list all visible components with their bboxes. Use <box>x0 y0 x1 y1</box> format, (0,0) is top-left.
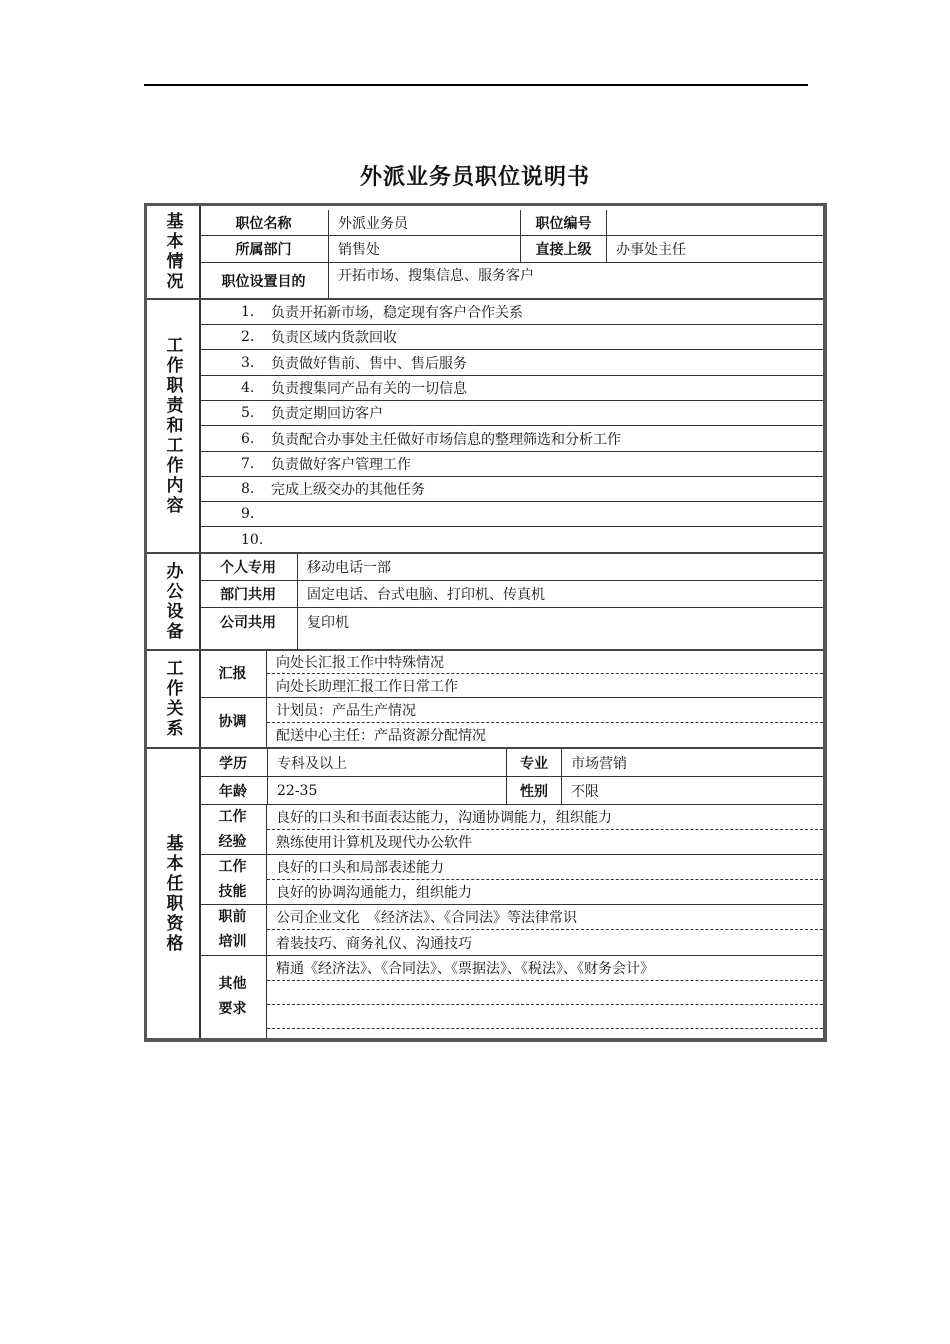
label-equipment-personal: 个人专用 <box>220 560 276 576</box>
duty-row: 3. 负责做好售前、售中、售后服务 <box>199 350 823 376</box>
label-major: 专业 <box>506 749 561 776</box>
value-position-no <box>606 210 823 235</box>
label-position-no: 职位编号 <box>520 210 606 235</box>
label-superior: 直接上级 <box>520 236 606 262</box>
row-position <box>199 210 823 236</box>
skill-row: 良好的协调沟通能力，组织能力 <box>267 880 823 905</box>
label-skills: 工作 技能 <box>199 855 267 905</box>
row-education <box>199 749 823 777</box>
label-education: 学历 <box>219 755 247 772</box>
section-label-qualifications: 基本任职资格 <box>147 749 201 1038</box>
section-label-duties: 工作职责和工作内容 <box>147 300 201 552</box>
skill-row: 良好的口头和局部表述能力 <box>267 855 823 880</box>
label-purpose: 职位设置目的 <box>221 273 306 290</box>
section-label-relations: 工作关系 <box>147 651 201 747</box>
header-rule <box>144 84 808 86</box>
duties-section <box>147 300 823 552</box>
duty-row: 7. 负责做好客户管理工作 <box>199 452 823 477</box>
equipment-row <box>199 554 823 581</box>
section-label-equipment: 办公设备 <box>147 554 201 649</box>
value-purpose: 开拓市场、搜集信息、服务客户 <box>328 263 823 298</box>
label-coordinate: 协调 <box>199 698 267 747</box>
duty-row: 4. 负责搜集同产品有关的一切信息 <box>199 376 823 401</box>
label-position-name: 职位名称 <box>235 215 292 232</box>
section-label-basic: 基本情况 <box>147 206 201 298</box>
duty-row: 6. 负责配合办事处主任做好市场信息的整理筛选和分析工作 <box>199 426 823 452</box>
value-equipment-personal: 移动电话一部 <box>297 554 823 580</box>
row-purpose <box>199 263 823 298</box>
page-title: 外派业务员职位说明书 <box>359 165 590 190</box>
duty-row: 8. 完成上级交办的其他任务 <box>199 477 823 502</box>
label-equipment-dept: 部门共用 <box>220 587 276 603</box>
duty-row: 5. 负责定期回访客户 <box>199 401 823 426</box>
experience-row: 熟练使用计算机及现代办公软件 <box>267 830 823 855</box>
training-row: 着装技巧、商务礼仪、沟通技巧 <box>267 930 823 956</box>
duty-row: 1. 负责开拓新市场，稳定现有客户合作关系 <box>199 300 823 325</box>
coordinate-row: 配送中心主任：产品资源分配情况 <box>276 728 486 744</box>
label-experience: 工作 经验 <box>199 805 267 855</box>
value-equipment-dept: 固定电话、台式电脑、打印机、传真机 <box>297 581 823 607</box>
value-department: 销售处 <box>328 236 520 262</box>
label-report: 汇报 <box>199 651 267 698</box>
experience-row: 良好的口头和书面表达能力，沟通协调能力，组织能力 <box>267 805 823 830</box>
other-row <box>267 981 823 1005</box>
other-row <box>267 1005 823 1029</box>
label-equipment-company: 公司共用 <box>220 615 276 631</box>
label-training: 职前 培训 <box>199 905 267 956</box>
row-department <box>199 236 823 263</box>
value-position-name: 外派业务员 <box>328 210 520 235</box>
row-age <box>199 777 823 805</box>
label-department: 所属部门 <box>235 242 292 258</box>
job-description-table <box>144 203 827 1042</box>
value-superior: 办事处主任 <box>606 236 823 262</box>
value-education: 专科及以上 <box>267 749 506 776</box>
label-other: 其他 要求 <box>199 956 267 1038</box>
label-age: 年龄 <box>219 783 247 800</box>
training-row: 公司企业文化 《经济法》、《合同法》等法律常识 <box>267 905 823 930</box>
duty-row: 9. <box>199 502 823 527</box>
equipment-row <box>199 608 823 649</box>
report-row: 向处长汇报工作中特殊情况 <box>267 651 823 674</box>
value-age: 22-35 <box>267 777 506 804</box>
basic-info-section <box>147 206 823 298</box>
equipment-section <box>147 554 823 649</box>
label-gender: 性别 <box>506 777 561 804</box>
coordinate-row: 计划员：产品生产情况 <box>267 698 823 723</box>
relations-section <box>147 651 823 747</box>
other-row: 精通《经济法》、《合同法》、《票据法》、《税法》、《财务会计》 <box>267 956 823 981</box>
qualifications-section <box>147 749 823 1038</box>
value-equipment-company: 复印机 <box>297 608 823 649</box>
value-major: 市场营销 <box>561 749 823 776</box>
duty-row: 2. 负责区域内货款回收 <box>199 325 823 350</box>
duty-row: 10. <box>241 531 264 548</box>
equipment-row <box>199 581 823 608</box>
value-gender: 不限 <box>561 777 823 804</box>
report-row: 向处长助理汇报工作日常工作 <box>267 674 823 698</box>
